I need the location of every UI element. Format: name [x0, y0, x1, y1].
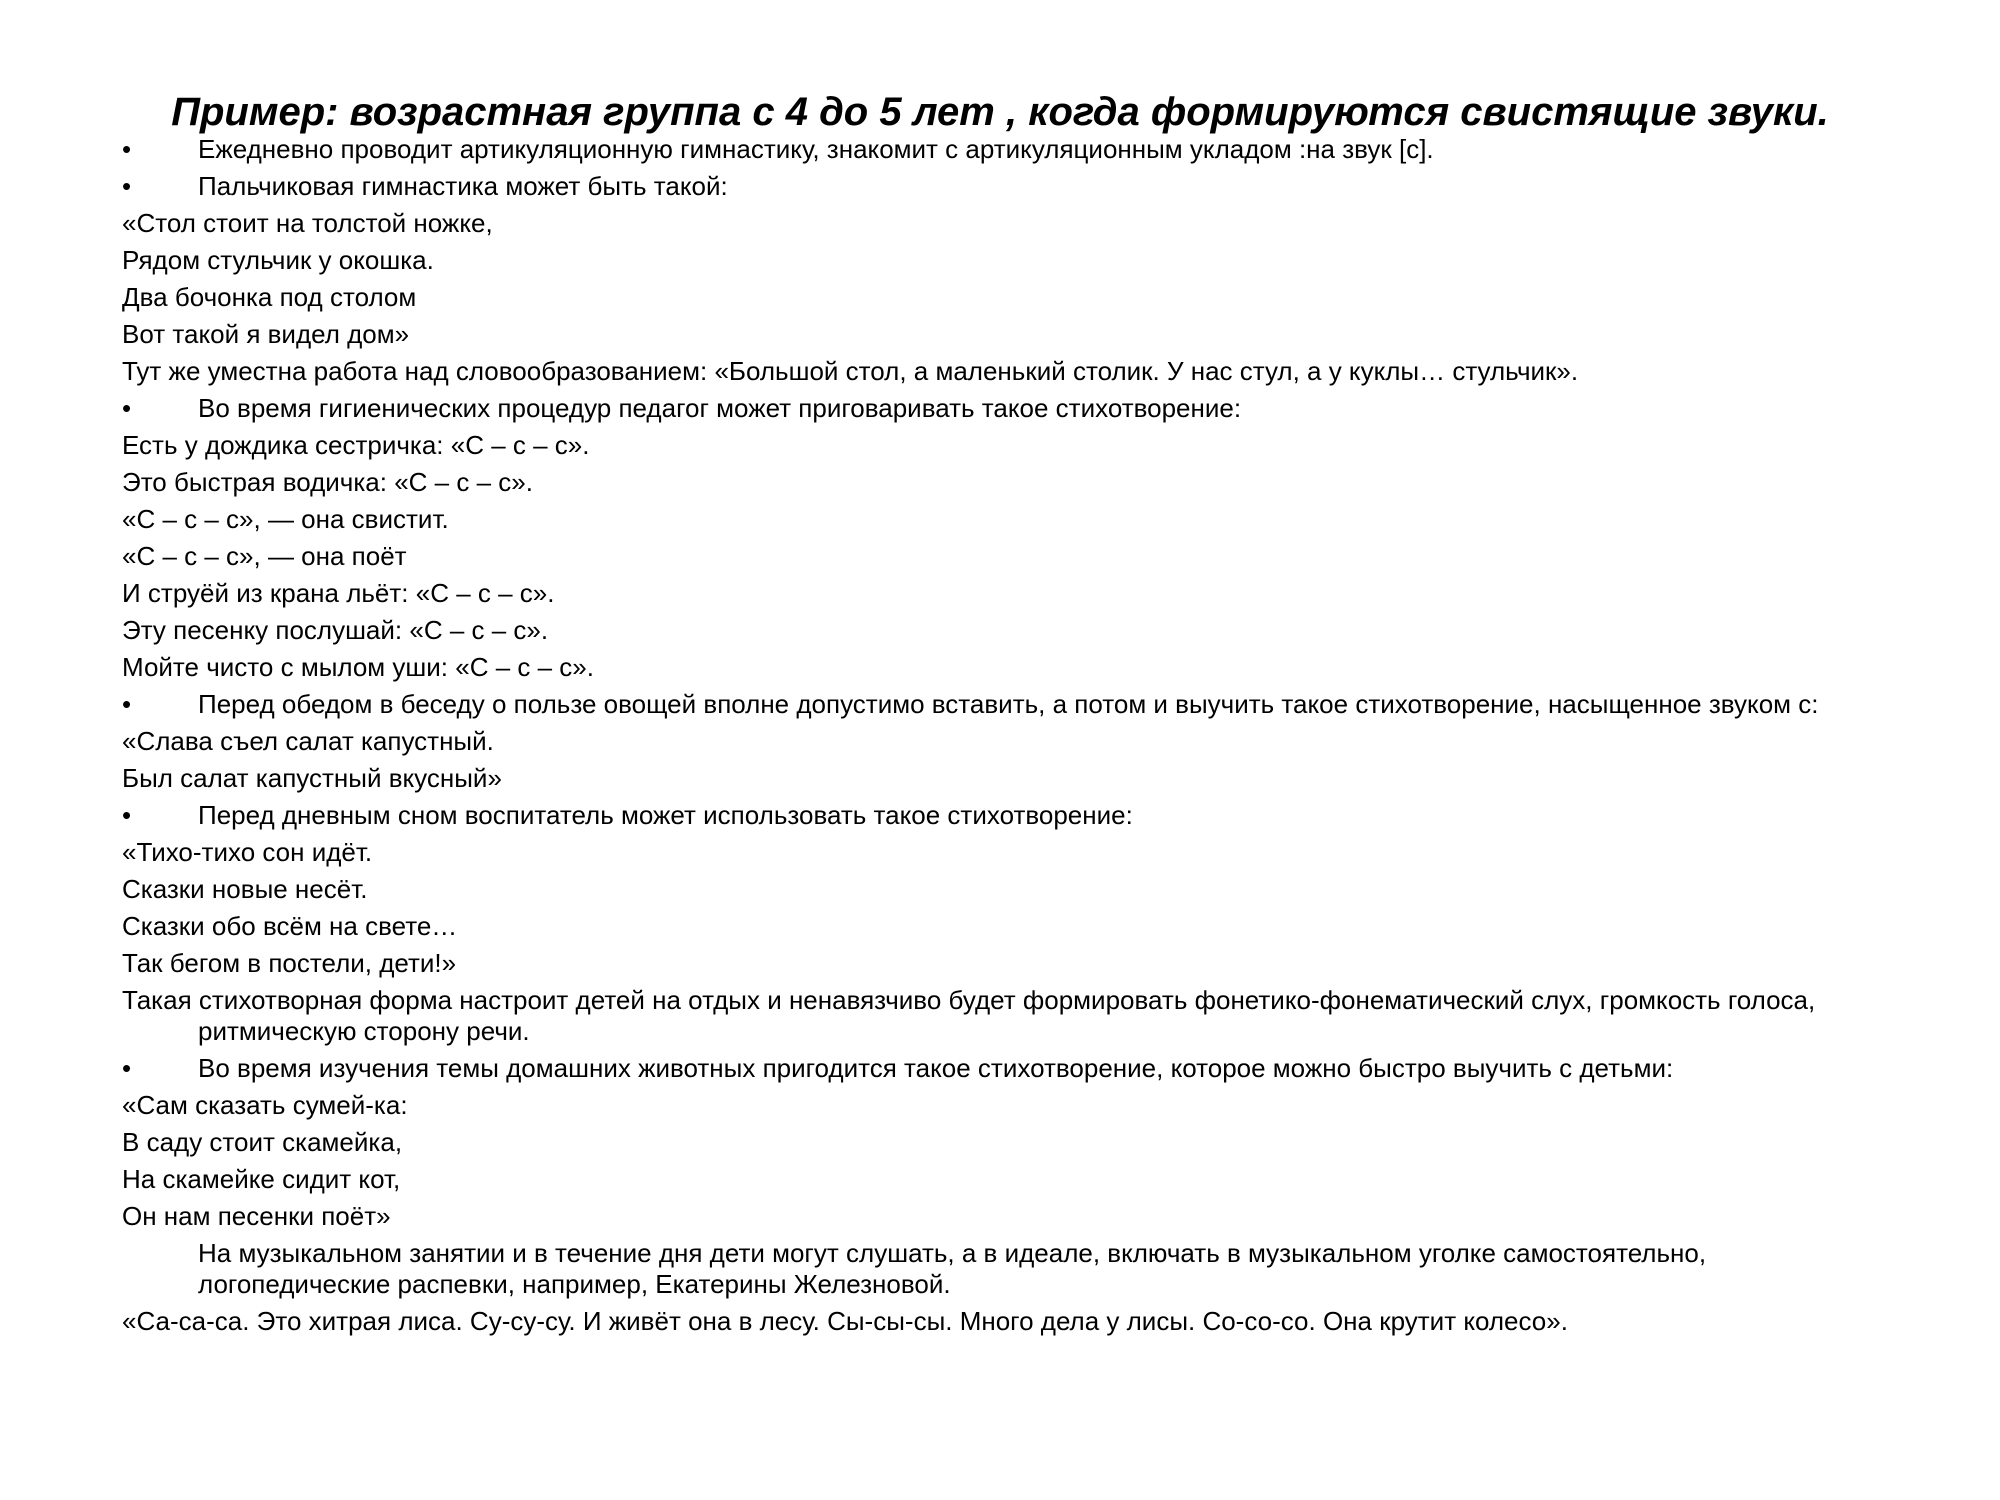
bullet-item — [122, 171, 1892, 202]
poem-line: «Сам сказать сумей-ка: — [122, 1090, 408, 1120]
bullet-text: Ежедневно проводит артикуляционную гимнастику, знакомит с артикуляционным укладом :на звук [с]. — [198, 134, 1434, 164]
poem-line: Сказки новые несёт. — [122, 874, 368, 904]
paragraph: Тут же уместна работа над словообразованием: «Большой стол, а маленький столик. У нас стул, а у куклы… стульчик». — [122, 356, 1579, 386]
page-title: Пример: возрастная группа с 4 до 5 лет , когда формируются свистящие звуки. — [171, 90, 1829, 134]
bullet-text: Пальчиковая гимнастика может быть такой: — [198, 171, 728, 201]
poem-line: Рядом стульчик у окошка. — [122, 245, 434, 275]
poem-line: «Стол стоит на толстой ножке, — [122, 208, 493, 238]
bullet-text: Во время гигиенических процедур педагог может приговаривать такое стихотворение: — [198, 393, 1242, 423]
bullet-icon: • — [122, 134, 132, 164]
poem-line: «С – с – с», — она поёт — [122, 541, 407, 571]
bullet-item — [122, 134, 1892, 165]
bullet-text: Перед обедом в беседу о пользе овощей вполне допустимо вставить, а потом и выучить такое стихотворение, насыщенное звуком с: — [198, 689, 1819, 719]
poem-line: Эту песенку послушай: «С – с – с». — [122, 615, 549, 645]
poem-line: «Са-са-са. Это хитрая лиса. Су-су-су. И живёт она в лесу. Сы-сы-сы. Много дела у лисы. Со-со-со. Она крутит колесо». — [122, 1306, 1568, 1336]
poem-line: Это быстрая водичка: «С – с – с». — [122, 467, 533, 497]
bullet-text: Перед дневным сном воспитатель может использовать такое стихотворение: — [198, 800, 1133, 830]
poem-line: И струёй из крана льёт: «С – с – с». — [122, 578, 555, 608]
bullet-item — [122, 393, 1892, 424]
poem-line: Сказки обо всём на свете… — [122, 911, 458, 941]
bullet-icon: • — [122, 393, 132, 423]
poem-line: Есть у дождика сестричка: «С – с – с». — [122, 430, 590, 460]
paragraph: Такая стихотворная форма настроит детей на отдых и ненавязчиво будет формировать фонетико-фонематический слух, громкость голоса, ритмическую сторону речи. — [122, 985, 1816, 1046]
bullet-icon: • — [122, 800, 132, 830]
poem-line: На скамейке сидит кот, — [122, 1164, 401, 1194]
paragraph: На музыкальном занятии и в течение дня дети могут слушать, а в идеале, включать в музыкальном уголке самостоятельно, логопедические распевки, например, Екатерины Железновой. — [198, 1238, 1707, 1299]
poem-line: «Тихо-тихо сон идёт. — [122, 837, 373, 867]
poem-line: Был салат капустный вкусный» — [122, 763, 502, 793]
bullet-item — [122, 800, 1892, 831]
bullet-text: Во время изучения темы домашних животных пригодится такое стихотворение, которое можно быстро выучить с детьми: — [198, 1053, 1674, 1083]
poem-line: В саду стоит скамейка, — [122, 1127, 403, 1157]
bullet-icon: • — [122, 1053, 132, 1083]
bullet-icon: • — [122, 689, 132, 719]
poem-line: Он нам песенки поёт» — [122, 1201, 391, 1231]
bullet-icon: • — [122, 171, 132, 201]
poem-line: Так бегом в постели, дети!» — [122, 948, 457, 978]
poem-line: «Слава съел салат капустный. — [122, 726, 494, 756]
poem-line: Вот такой я видел дом» — [122, 319, 410, 349]
document-body — [122, 134, 1892, 1343]
bullet-item — [122, 689, 1892, 720]
poem-line: Два бочонка под столом — [122, 282, 417, 312]
bullet-item — [122, 1053, 1892, 1084]
poem-line: Мойте чисто с мылом уши: «С – с – с». — [122, 652, 594, 682]
poem-line: «С – с – с», — она свистит. — [122, 504, 449, 534]
